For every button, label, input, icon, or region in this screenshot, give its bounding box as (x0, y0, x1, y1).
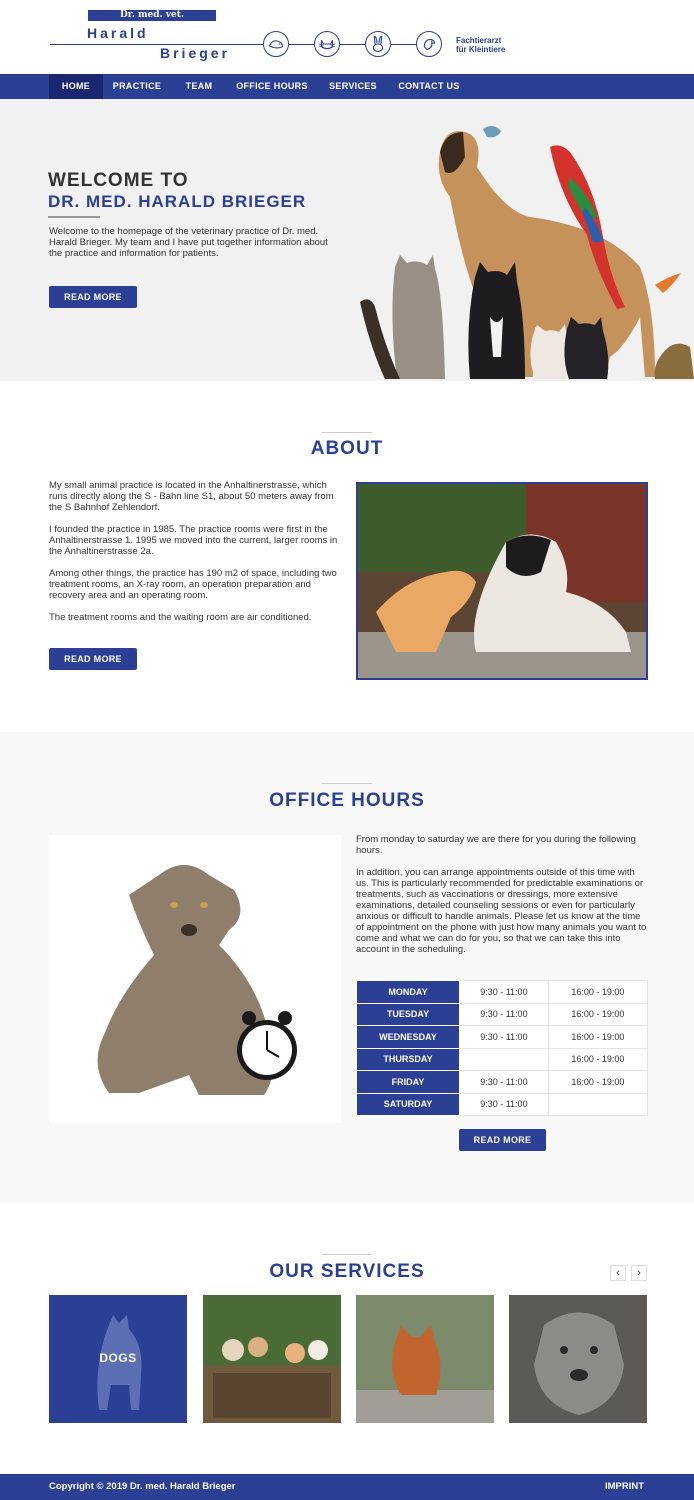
rabbit-icon (365, 31, 391, 57)
hero-text: Welcome to the homepage of the veterinary practice of Dr. med. Harald Brieger. My team and I have put together information about the practice and information for patients. (49, 226, 328, 259)
day-cell: THURSDAY (357, 1048, 460, 1071)
logo-first-name[interactable]: Harald (87, 25, 149, 41)
footer-copyright: Copyright © 2019 Dr. med. Harald Brieger (49, 1481, 236, 1492)
afternoon-cell: 16:00 - 19:00 (548, 981, 647, 1004)
table-row (357, 981, 648, 1004)
hero-title-line-2: DR. MED. HARALD BRIEGER (48, 192, 307, 211)
day-cell: WEDNESDAY (357, 1026, 460, 1049)
table-row (357, 1071, 648, 1094)
services-divider (322, 1254, 372, 1255)
office-hours-title: OFFICE HOURS (269, 790, 425, 811)
logo-tag: Dr. med. vet. (88, 10, 216, 21)
day-cell: TUESDAY (357, 1003, 460, 1026)
footer-imprint-link[interactable]: IMPRINT (605, 1481, 645, 1492)
morning-cell: 9:30 - 11:00 (460, 981, 549, 1004)
afternoon-cell: 16:00 - 19:00 (548, 1003, 647, 1026)
table-row (357, 1048, 648, 1071)
specialty-text (456, 36, 505, 54)
office-hours-paragraph-2: In addition, you can arrange appointments outside of this time with us. This is particularly recommended for predictable examinations or treatments, such as vaccinations or dressings, more extensive examinations, detailed counseling sessions or even for particularly anxious or difficult to handle animals. Please let us know at the time of appointment on the phone with just how many animals you want to come and what we can do for you, so that we can take this into account in the scheduling. (356, 867, 647, 955)
nav-team[interactable]: TEAM (185, 81, 213, 91)
day-cell: FRIDAY (357, 1071, 460, 1094)
nav-home[interactable]: HOME (49, 74, 103, 99)
office-hours-read-more-button[interactable]: READ MORE (459, 1129, 546, 1151)
nav-contact-us[interactable]: CONTACT US (398, 81, 460, 91)
afternoon-cell: 16:00 - 19:00 (548, 1026, 647, 1049)
about-paragraph-3: Among other things, the practice has 190 m2 of space, including two treatment rooms, an X-ray room, an operation preparation and recovery area and an operating room. (49, 568, 337, 601)
specialty-line-1: Fachtierarzt (456, 36, 502, 45)
service-card-label: DOGS (99, 1351, 137, 1365)
afternoon-cell (548, 1093, 647, 1116)
service-card-cats[interactable] (203, 1295, 341, 1423)
morning-cell: 9:30 - 11:00 (460, 1093, 549, 1116)
hero-read-more-button[interactable]: READ MORE (49, 286, 137, 308)
hero-title-line-1: WELCOME TO (48, 170, 189, 191)
office-hours-table (356, 980, 648, 1116)
chevron-right-icon[interactable]: › (631, 1265, 647, 1281)
hero-section (0, 99, 694, 381)
office-hours-divider (322, 783, 372, 784)
day-cell: SATURDAY (357, 1093, 460, 1116)
service-card-small-animals[interactable] (356, 1295, 494, 1423)
nav-services[interactable]: SERVICES (329, 81, 377, 91)
hero-animals-image (355, 117, 694, 381)
hero-divider (48, 216, 100, 218)
dog-icon (263, 31, 289, 57)
cat-icon (314, 31, 340, 57)
morning-cell (460, 1048, 549, 1071)
morning-cell: 9:30 - 11:00 (460, 1026, 549, 1049)
site-footer (0, 1474, 694, 1500)
chevron-left-icon[interactable]: ‹ (610, 1265, 626, 1281)
bird-icon (416, 31, 442, 57)
table-row (357, 1026, 648, 1049)
logo-last-name[interactable]: Brieger (160, 45, 231, 61)
morning-cell: 9:30 - 11:00 (460, 1003, 549, 1026)
cat-and-dog-photo (356, 482, 648, 680)
about-read-more-button[interactable]: READ MORE (49, 648, 137, 670)
morning-cell: 9:30 - 11:00 (460, 1071, 549, 1094)
about-paragraph-4: The treatment rooms and the waiting room are air conditioned. (49, 612, 312, 623)
about-paragraph-2: I founded the practice in 1985. The practice rooms were first in the Anhaltinerstrasse 1. 1995 we moved into the current, larger rooms in the Anhaltinerstrasse 2a. (49, 524, 338, 557)
main-nav (0, 74, 694, 99)
nav-office-hours[interactable]: OFFICE HOURS (236, 81, 308, 91)
table-row (357, 1093, 648, 1116)
service-card-dogs[interactable] (49, 1295, 187, 1423)
about-title: ABOUT (310, 438, 384, 459)
about-paragraph-1: My small animal practice is located in the Anhaltinerstrasse, which runs directly along the S - Bahn line S1, about 50 meters away from the S Bahnhof Zehlendorf. (49, 480, 334, 513)
day-cell: MONDAY (357, 981, 460, 1004)
service-card-puppy[interactable] (509, 1295, 647, 1423)
services-title: OUR SERVICES (269, 1261, 425, 1282)
site-header (0, 0, 694, 74)
office-hours-paragraph-1: From monday to saturday we are there for you during the following hours. (356, 834, 636, 856)
afternoon-cell: 16:00 - 19:00 (548, 1048, 647, 1071)
nav-practice[interactable]: PRACTICE (112, 81, 162, 91)
specialty-line-2: für Kleintiere (456, 45, 506, 54)
dog-with-clock-photo (49, 835, 341, 1123)
table-row (357, 1003, 648, 1026)
about-divider (322, 432, 372, 433)
afternoon-cell: 16:00 - 19:00 (548, 1071, 647, 1094)
